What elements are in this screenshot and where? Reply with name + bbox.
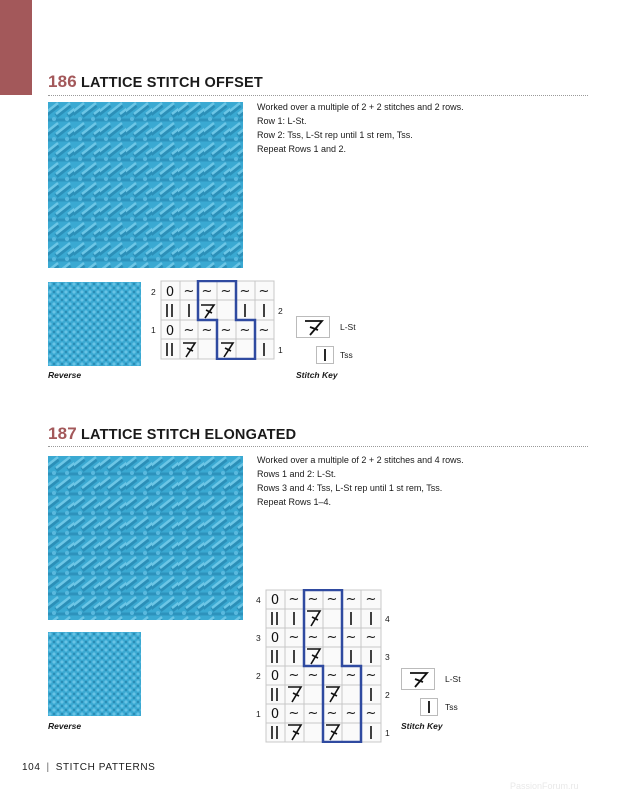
svg-text:~: ~ (345, 668, 357, 683)
row-label: 2 (385, 690, 390, 700)
svg-text:0: 0 (270, 707, 280, 722)
svg-text:~: ~ (365, 592, 377, 607)
row-label: 1 (151, 325, 156, 335)
svg-text:~: ~ (239, 323, 251, 338)
svg-text:~: ~ (201, 323, 213, 338)
svg-text:~: ~ (288, 630, 300, 645)
row-label: 3 (256, 633, 261, 643)
svg-text:~: ~ (288, 592, 300, 607)
svg-text:~: ~ (365, 630, 377, 645)
section-187-divider (48, 446, 588, 447)
stitch-key-title-186: Stitch Key (296, 370, 338, 380)
section-186-instructions (257, 100, 464, 156)
svg-text:~: ~ (345, 630, 357, 645)
section-187-name: LATTICE STITCH ELONGATED (80, 427, 297, 443)
section-187-title (48, 424, 296, 444)
key-label-lst: L-St (340, 322, 356, 332)
svg-text:~: ~ (288, 668, 300, 683)
swatch-186-reverse (48, 282, 141, 366)
row-label: 2 (278, 306, 283, 316)
svg-text:~: ~ (326, 668, 338, 683)
instruction-line: Worked over a multiple of 2 + 2 stitches and 4 rows. (257, 455, 464, 465)
stitch-key-title-187: Stitch Key (401, 721, 443, 731)
instruction-line: Repeat Rows 1 and 2. (257, 144, 347, 154)
key-label-tss: Tss (445, 702, 458, 712)
swatch-186-front (48, 102, 243, 268)
key-label-lst: L-St (445, 674, 461, 684)
row-label: 1 (278, 345, 283, 355)
tss-key-icon (316, 346, 334, 364)
svg-text:~: ~ (365, 706, 377, 721)
svg-text:~: ~ (345, 592, 357, 607)
swatch-187-front (48, 456, 243, 620)
instruction-line: Rows 1 and 2: L-St. (257, 469, 337, 479)
page-footer (22, 762, 155, 773)
chapter-tab (0, 0, 32, 95)
svg-text:0: 0 (270, 593, 280, 608)
svg-text:~: ~ (307, 706, 319, 721)
svg-text:~: ~ (288, 706, 300, 721)
section-186-name: LATTICE STITCH OFFSET (80, 75, 263, 91)
chart-186 (160, 280, 275, 360)
svg-text:~: ~ (345, 706, 357, 721)
svg-text:~: ~ (239, 284, 251, 299)
chain-symbol: 0 (165, 285, 175, 300)
svg-text:~: ~ (220, 323, 232, 338)
row-label: 1 (256, 709, 261, 719)
section-187-number: 187 (48, 424, 77, 443)
lst-key-icon (296, 316, 330, 338)
instruction-line: Rows 3 and 4: Tss, L-St rep until 1 st rem, Tss. (257, 483, 443, 493)
swatch-187-reverse (48, 632, 141, 716)
chain-symbol: 0 (165, 324, 175, 339)
instruction-line: Row 2: Tss, L-St rep until 1 st rem, Tss. (257, 130, 413, 140)
watermark: PassionForum.ru (510, 781, 579, 791)
svg-text:~: ~ (326, 592, 338, 607)
svg-text:~: ~ (258, 323, 270, 338)
svg-text:~: ~ (326, 630, 338, 645)
svg-text:~: ~ (365, 668, 377, 683)
svg-text:~: ~ (201, 284, 213, 299)
svg-text:~: ~ (307, 592, 319, 607)
svg-text:0: 0 (270, 631, 280, 646)
tss-key-icon (420, 698, 438, 716)
lst-key-icon (401, 668, 435, 690)
svg-text:~: ~ (326, 706, 338, 721)
row-label: 4 (385, 614, 390, 624)
section-187-instructions (257, 453, 464, 509)
svg-text:~: ~ (307, 668, 319, 683)
footer-separator: | (46, 762, 50, 773)
reverse-caption-186: Reverse (48, 370, 82, 380)
svg-text:~: ~ (258, 284, 270, 299)
svg-text:~: ~ (220, 284, 232, 299)
row-label: 4 (256, 595, 261, 605)
section-186-number: 186 (48, 72, 77, 91)
instruction-line: Worked over a multiple of 2 + 2 stitches and 2 rows. (257, 102, 464, 112)
chart-187 (265, 589, 382, 743)
section-186-divider (48, 95, 588, 96)
section-186-title (48, 72, 263, 92)
instruction-line: Row 1: L-St. (257, 116, 307, 126)
svg-text:0: 0 (270, 669, 280, 684)
svg-text:~: ~ (307, 630, 319, 645)
row-label: 2 (256, 671, 261, 681)
reverse-caption-187: Reverse (48, 721, 82, 731)
svg-text:~: ~ (183, 284, 195, 299)
row-label: 2 (151, 287, 156, 297)
row-label: 3 (385, 652, 390, 662)
page-number: 104 (22, 762, 41, 773)
instruction-line: Repeat Rows 1–4. (257, 497, 332, 507)
svg-text:~: ~ (183, 323, 195, 338)
row-label: 1 (385, 728, 390, 738)
footer-section: STITCH PATTERNS (55, 762, 156, 773)
key-label-tss: Tss (340, 350, 353, 360)
